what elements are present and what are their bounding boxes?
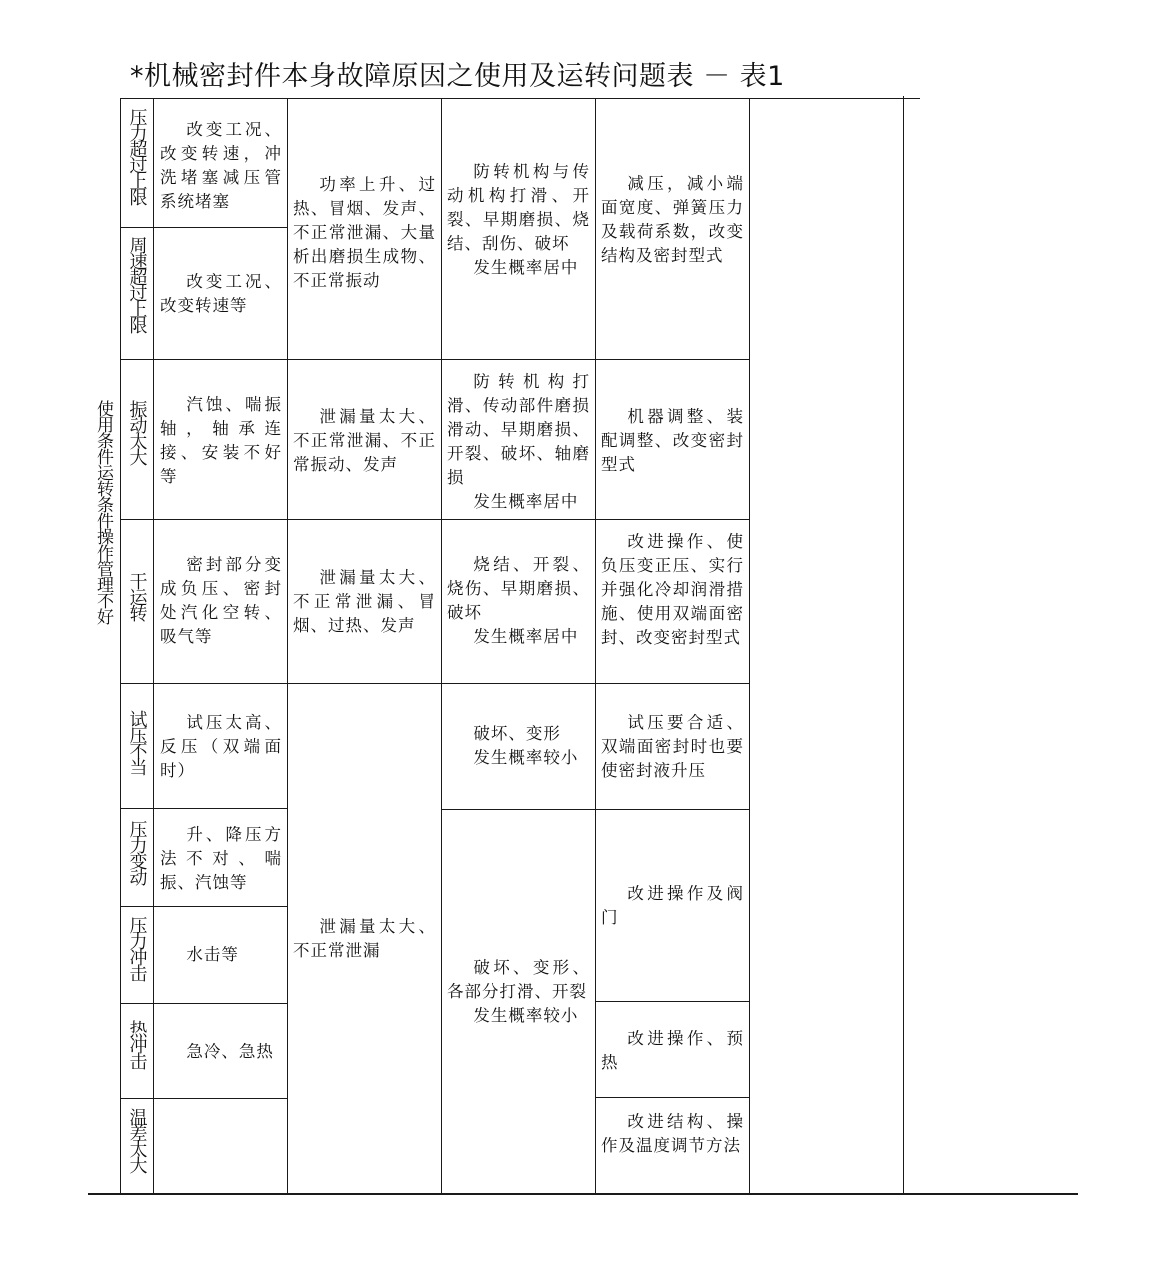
- condition-text: 周速超过上限: [126, 236, 148, 332]
- damage-text: 破坏、变形、各部分打滑、开裂: [447, 958, 590, 1001]
- row-divider: [120, 519, 750, 520]
- condition-cell: [126, 108, 148, 209]
- phenomenon-cell: [293, 173, 436, 293]
- damage-probability: 发生概率较小: [473, 1006, 579, 1025]
- measure-text: 改进操作、使负压变正压、实行并强化冷却润滑措施、使用双端面密封、改变密封型式: [601, 532, 744, 647]
- condition-text: 压力变动: [126, 820, 148, 884]
- condition-cell: [126, 710, 148, 779]
- cause-cell: [160, 393, 282, 489]
- column-divider: [749, 98, 750, 1194]
- top-border: [120, 98, 920, 99]
- damage-cell: [447, 160, 590, 280]
- column-divider: [595, 98, 596, 1194]
- condition-cell: [126, 1108, 148, 1177]
- condition-text: 振动太大: [126, 400, 148, 464]
- phenomenon-cell: [293, 566, 436, 638]
- row-divider: [120, 359, 750, 360]
- cause-text: 汽蚀、喘振轴，轴承连接、安装不好等: [160, 395, 282, 486]
- cause-text: 急冷、急热: [186, 1042, 274, 1061]
- row-divider: [595, 1097, 750, 1098]
- column-divider: [153, 98, 154, 1194]
- cause-cell: [160, 943, 282, 967]
- cause-cell: [160, 711, 282, 783]
- damage-text: 防转机构与传动机构打滑、开裂、早期磨损、烧结、刮伤、破坏: [447, 162, 590, 253]
- phenomenon-text: 功率上升、过热、冒烟、发声、不正常泄漏、大量析出磨损生成物、不正常振动: [293, 175, 436, 290]
- cause-cell: [160, 823, 282, 895]
- measure-cell: [601, 1027, 744, 1075]
- damage-cell: [447, 553, 590, 649]
- row-divider: [120, 1098, 288, 1099]
- damage-probability: 发生概率居中: [473, 627, 579, 646]
- condition-text: 压力超过上限: [126, 108, 148, 204]
- condition-text: 压力冲击: [126, 916, 148, 980]
- measure-text: 改进结构、操作及温度调节方法: [601, 1112, 744, 1155]
- condition-text: 热冲击: [126, 1020, 148, 1068]
- row-divider: [120, 1003, 288, 1004]
- damage-cell: [447, 956, 590, 1028]
- damage-text: 烧结、开裂、烧伤、早期磨损、破坏: [447, 555, 590, 622]
- cause-text: 升、降压方法不对、喘振、汽蚀等: [160, 825, 282, 892]
- row-divider: [120, 808, 288, 809]
- measure-text: 减压，减小端面宽度、弹簧压力及载荷系数，改变结构及密封型式: [601, 174, 744, 265]
- measure-text: 改进操作及阀门: [601, 884, 744, 927]
- cause-text: 试压太高、反压（双端面时）: [160, 713, 282, 780]
- measure-text: 改进操作、预热: [601, 1029, 744, 1072]
- measure-cell: [601, 711, 744, 783]
- phenomenon-text: 泄漏量太大、不正常泄漏、不正常振动、发声: [293, 407, 436, 474]
- condition-text: 温差太大: [126, 1108, 148, 1172]
- cause-cell: [160, 118, 282, 214]
- cause-cell: [160, 270, 282, 318]
- measure-cell: [601, 405, 744, 477]
- damage-cell: [447, 722, 590, 770]
- row-divider: [120, 906, 288, 907]
- bottom-border: [88, 1193, 1078, 1195]
- condition-cell: [126, 400, 148, 469]
- group-label-text: 使用条件运转条件操作管理不好: [93, 400, 113, 624]
- column-divider: [441, 98, 442, 1194]
- damage-probability: 发生概率居中: [473, 258, 579, 277]
- measure-cell: [601, 172, 744, 268]
- cause-text: 改变工况、改变转速等: [160, 272, 282, 315]
- condition-cell: [126, 916, 148, 985]
- condition-cell: [126, 572, 148, 625]
- table-title: *机械密封件本身故障原因之使用及运转问题表 － 表1: [130, 61, 785, 92]
- damage-text: 防转机构打滑、传动部件磨损滑动、早期磨损、开裂、破坏、轴磨损: [447, 372, 590, 487]
- row-divider: [120, 227, 288, 228]
- damage-cell: [447, 370, 590, 514]
- cause-text: 水击等: [186, 945, 239, 964]
- cause-text: 改变工况、改变转速，冲洗堵塞减压管系统堵塞: [160, 120, 282, 211]
- measure-text: 试压要合适、双端面密封时也要使密封液升压: [601, 713, 744, 780]
- condition-cell: [126, 820, 148, 889]
- damage-probability: 发生概率居中: [473, 492, 579, 511]
- measure-cell: [601, 882, 744, 930]
- measure-text: 机器调整、装配调整、改变密封型式: [601, 407, 744, 474]
- condition-text: 试压不当: [126, 710, 148, 774]
- measure-cell: [601, 1110, 744, 1158]
- phenomenon-text: 泄漏量太大、不正常泄漏、冒烟、过热、发声: [293, 568, 436, 635]
- cause-cell: [160, 553, 282, 649]
- row-divider: [595, 1001, 750, 1002]
- group-label: [92, 400, 114, 624]
- damage-probability: 发生概率较小: [473, 748, 579, 767]
- phenomenon-text: 泄漏量太大、不正常泄漏: [293, 917, 436, 960]
- cause-text: 密封部分变成负压、密封处汽化空转、吸气等: [160, 555, 282, 646]
- condition-cell: [126, 1020, 148, 1073]
- column-divider: [120, 98, 121, 1194]
- condition-cell: [126, 236, 148, 337]
- measure-cell: [601, 530, 744, 650]
- cause-cell: [160, 1040, 282, 1064]
- condition-text: 干运转: [126, 572, 148, 620]
- row-divider: [120, 683, 750, 684]
- damage-text: 破坏、变形: [473, 724, 561, 743]
- column-divider: [903, 96, 904, 1194]
- phenomenon-cell: [293, 915, 436, 963]
- column-divider: [287, 98, 288, 1194]
- phenomenon-cell: [293, 405, 436, 477]
